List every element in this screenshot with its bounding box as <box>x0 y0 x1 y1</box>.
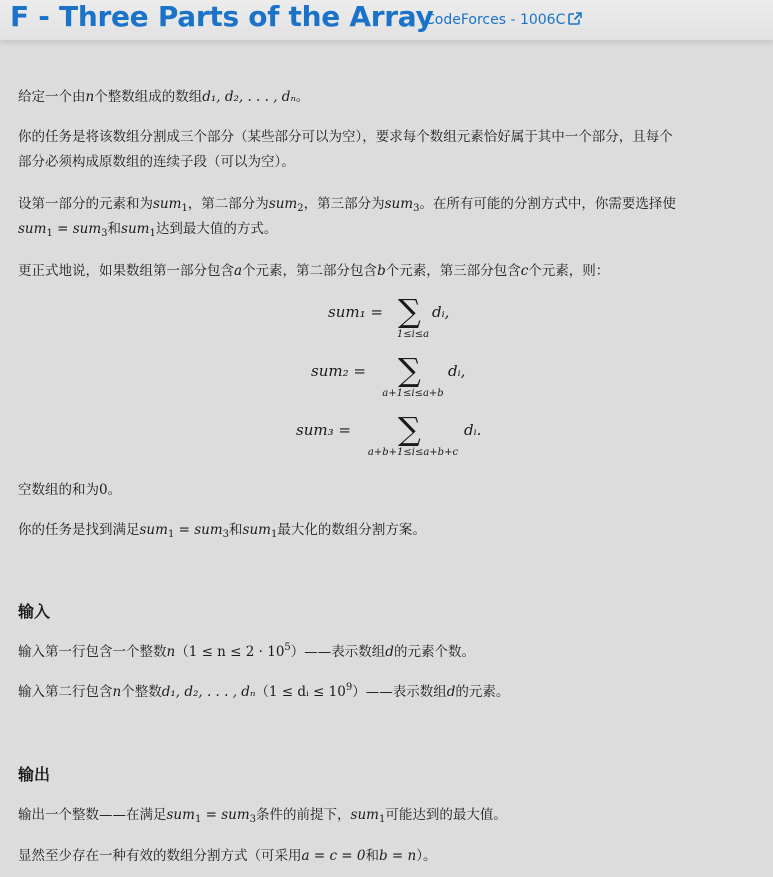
problem-title: F - Three Parts of the Array <box>10 0 434 33</box>
input-line-2: 输入第二行包含n个整数d₁, d₂, . . . , dₙ（1 ≤ dᵢ ≤ $10^9)——$表示数组d的元素。 <box>18 682 510 700</box>
source-link-label[interactable]: CodeForces - 1006C <box>425 12 566 28</box>
statement-paragraph-4: 更正式地说，如果数组第一部分包含a个元素，第二部分包含b个元素，第三部分包含c个元素，则： <box>18 263 610 279</box>
external-link-icon[interactable] <box>568 12 582 25</box>
statement-paragraph-2-line-2: 部分必须构成原数组的连续子段（可以为空）。 <box>18 154 295 170</box>
equation-sum1: sum₁ = ∑ 1≤i≤a dᵢ, <box>328 292 450 340</box>
source-link[interactable] <box>425 12 582 28</box>
statement-paragraph-3-line-1: 设第一部分的元素和为sum$_1$，第二部分为sum$_2$，第三部分为sum$_3$。在所有可能的分割方式中，你需要选择使 <box>18 196 676 214</box>
output-line-2: 显然至少存在一种有效的数组分割方式（可采用a = c = 0和b = n）。 <box>18 848 437 864</box>
statement-paragraph-2-line-1: 你的任务是将该数组分割成三个部分（某些部分可以为空），要求每个数组元素恰好属于其中一个部分，且每个 <box>18 129 673 145</box>
output-line-1: 输出一个整数——在满足sum$_1$ = sum$_3$条件的前提下，sum$_1$可能达到的最大值。 <box>18 807 507 825</box>
input-line-1: 输入第一行包含一个整数$n(1 \le n \le 2 \cdot 10^5)——$表示数组d的元素个数。 <box>18 642 475 660</box>
statement-paragraph-6: 你的任务是找到满足sum$_1$ = sum$_3$和sum$_1$最大化的数组分割方案。 <box>18 522 426 540</box>
output-heading: 输出 <box>18 765 51 784</box>
equation-sum3: sum₃ = ∑ a+b+1≤i≤a+b+c dᵢ. <box>296 410 482 458</box>
statement-paragraph-5: 空数组的和为0。 <box>18 482 122 498</box>
problem-header <box>0 0 773 40</box>
statement-paragraph-1: 给定一个由n个整数组成的数组d₁, d₂, . . . , dₙ。 <box>18 89 310 105</box>
input-heading: 输入 <box>18 602 51 621</box>
equation-sum2: sum₂ = ∑ a+1≤i≤a+b dᵢ, <box>311 351 466 399</box>
statement-paragraph-3-line-2: sum$_1$ = sum$_3$和sum$_1$达到最大值的方式。 <box>18 221 278 239</box>
